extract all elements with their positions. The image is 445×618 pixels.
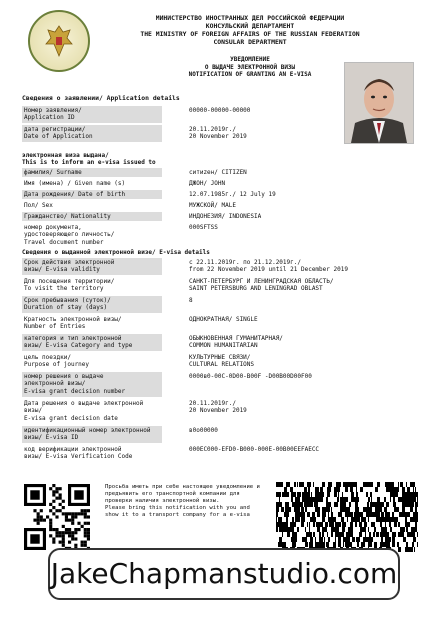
row-label: Кратность электронной визы/ Number of Entries [24,316,122,331]
row-label: Для посещения территории/ To visit the territory [24,278,115,293]
notice-line3: NOTIFICATION OF GRANTING AN E-VISA [188,71,312,78]
row-value: 000EC000-EFD0-B000-000E-00B00EEFAECC [189,446,320,453]
notice-line1: УВЕДОМЛЕНИЕ [230,56,270,63]
row-value: 0000в0-00C-0D00-B00F -D00B00D00F00 [189,373,312,380]
visa-section-title: Сведения о выданной электронной визе/ E-visa details [22,249,210,256]
row-label: дата регистрации/ Date of Application [22,125,162,142]
row-value: 12.07.1985г./ 12 July 19 [189,191,276,198]
issued-row [22,168,414,177]
application-section-title: Сведения о заявлении/ Application details [22,94,180,102]
visa-row [22,445,414,462]
watermark-banner: JakeChapmanstudio.com [48,548,400,600]
row-value: МУЖСКОЙ/ MALE [189,202,236,209]
issued-row [22,223,414,248]
row-label: Пол/ Sex [24,202,53,209]
row-label: цель поездки/ Purpose of journey [24,354,90,369]
issued-section-title: электронная виза выдана/ This is to inform an e-visa issued to [22,152,156,167]
application-row [22,106,414,123]
row-label: фамилия/ Surname [22,168,162,177]
row-value: ОБЫКНОВЕННАЯ ГУМАНИТАРНАЯ/ COMMON HUMANITARIAN [189,335,283,350]
header-line2: КОНСУЛЬСКИЙ ДЕПАРТАМЕНТ [205,22,295,30]
row-value: ситиzен/ CITIZEN [189,169,247,176]
visa-row [22,426,414,443]
row-label: код верификации электронной визы/ E-visa Verification Code [24,446,133,461]
ministry-emblem-icon [28,10,90,72]
header-line1: МИНИСТЕРСТВО ИНОСТРАННЫХ ДЕЛ РОССИЙСКОЙ ФЕДЕРАЦИИ [155,14,345,22]
issued-row [22,179,414,188]
row-value: КУЛЬТУРНЫЕ СВЯЗИ/ CULTURAL RELATIONS [189,354,255,369]
row-label: Гражданство/ Nationality [22,212,162,221]
application-row [22,125,414,142]
row-value: с 22.11.2019г. по 21.12.2019г./ from 22 November 2019 until 21 December 2019 [189,259,348,274]
row-label: номер решения о выдаче электронной визы/ E-visa grant decision number [22,372,162,397]
row-label: Номер заявления/ Application ID [22,106,162,123]
row-label: Срок пребывания (суток)/ Duration of stay (days) [22,296,162,313]
row-value: в0о00000 [189,427,218,434]
row-value: САНКТ-ПЕТЕРБУРГ И ЛЕНИНГРАДСКАЯ ОБЛАСТЬ/ SAINT PETERSBURG AND LENINGRAD OBLAST [189,278,334,293]
row-value: ДЖОН/ JOHN [189,180,226,187]
row-label: Дата рождения/ Date of birth [22,190,162,199]
issued-row [22,201,414,210]
visa-row [22,296,414,313]
row-value: 00000-00000-00000 [189,107,251,114]
row-label: категория и тип электронной визы/ E-visa Category and type [22,334,162,351]
visa-row [22,372,414,397]
visa-row [22,258,414,275]
notice-line2: О ВЫДАЧЕ ЭЛЕКТРОННОЙ ВИЗЫ [204,63,296,71]
header-line3: THE MINISTRY OF FOREIGN AFFAIRS OF THE RUSSIAN FEDERATION [140,30,360,38]
row-label: Имя (имена) / Given name (s) [24,180,126,187]
row-value: 20.11.2019г./ 20 November 2019 [189,400,247,415]
footer-note: Просьба иметь при себе настоящее уведомление и предъявить его транспортной компании для проверки наличия электронной визы. Please bring this notification with you and show it to a transport company for a e-visa [105,484,260,518]
row-value: ОДНОКРАТНАЯ/ SINGLE [189,316,258,323]
row-value: 000SFTSS [189,224,218,231]
header-line4: CONSULAR DEPARTMENT [213,38,287,46]
visa-row [22,353,414,370]
visa-row [22,334,414,351]
row-label: номер документа, удостоверяющего личность/ Travel document number [24,224,115,246]
row-label: Срок действия электронной визы/ E-visa validity [22,258,162,275]
issued-row [22,190,414,199]
visa-row [22,399,414,424]
row-value: 8 [189,297,193,304]
ministry-header [105,14,395,46]
row-value: 20.11.2019г./ 20 November 2019 [189,126,247,141]
pdf417-barcode [276,482,418,552]
notice-title [120,56,380,79]
row-value: ИНДОНЕЗИЯ/ INDONESIA [189,213,262,220]
qr-code [24,484,90,550]
issued-row [22,212,414,221]
row-label: идентификационный номер электронной визы/ E-visa ID [22,426,162,443]
visa-row [22,315,414,332]
row-label: Дата решения о выдаче электронной визы/ E-visa grant decision date [24,400,144,422]
visa-row [22,277,414,294]
